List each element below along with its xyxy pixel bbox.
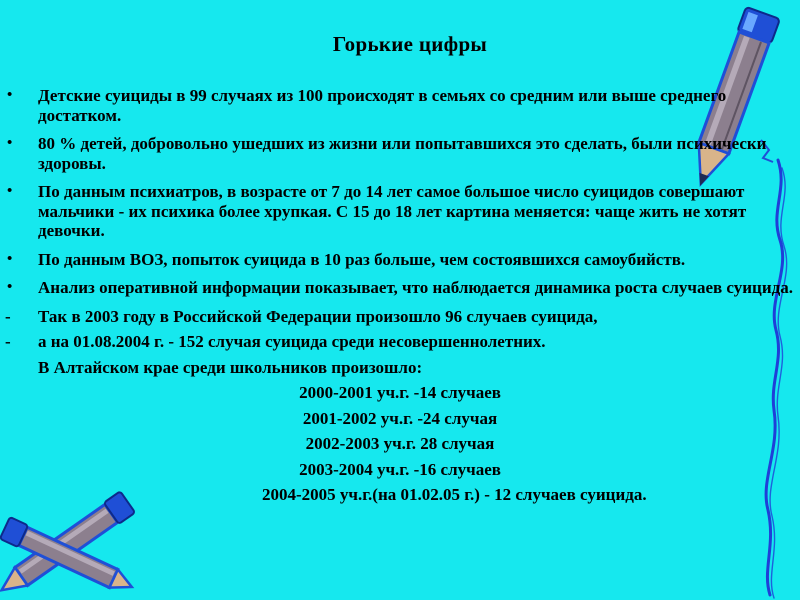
stat-line: 2003-2004 уч.г. -16 случаев: [299, 459, 501, 479]
bullet-text: 80 % детей, добровольно ушедших из жизни или попытавшихся это сделать, были психически здоровы.: [38, 134, 767, 173]
stat-line: 2002-2003 уч.г. 28 случая: [305, 434, 495, 453]
bullet-marker: •: [7, 250, 13, 267]
dash-text: Так в 2003 году в Российской Федерации произошло 96 случаев суицида,: [38, 306, 598, 326]
slide-body: [0, 86, 800, 505]
bullet-marker: •: [7, 183, 13, 199]
bullet-item: [0, 182, 800, 241]
bullet-item: [0, 278, 800, 298]
bullet-item: [0, 250, 800, 270]
dash-marker: -: [5, 332, 11, 351]
region-heading: В Алтайском крае среди школьников произошло:: [38, 357, 423, 377]
final-stat-line: 2004-2005 уч.г.(на 01.02.05 г.) - 12 случаев суицида.: [262, 485, 647, 504]
bullet-text: По данным психиатров, в возрасте от 7 до 14 лет самое большое число суицидов совершают мальчики - их психика более хрупкая. С 15 до 18 лет картина меняется: чаще жить не хотят девочки.: [38, 182, 747, 240]
dash-item: [0, 332, 800, 352]
bullet-text: Детские суициды в 99 случаях из 100 происходят в семьях со средним или выше среднего достатком.: [38, 86, 727, 125]
dash-marker: -: [5, 306, 11, 326]
dash-text: а на 01.08.2004 г. - 152 случая суицида среди несовершеннолетних.: [38, 332, 546, 351]
slide-title: Горькие цифры: [332, 32, 488, 56]
bullet-text: Анализ оперативной информации показывает, что наблюдается динамика роста случаев суицида.: [38, 278, 793, 297]
bullet-item: [0, 134, 800, 173]
bullet-marker: •: [7, 135, 13, 151]
bullet-item: [0, 86, 800, 125]
bullet-marker: •: [7, 87, 13, 103]
stat-line: 2001-2002 уч.г. -24 случая: [302, 408, 498, 428]
stat-line: 2000-2001 уч.г. -14 случаев: [299, 383, 501, 402]
bullet-marker: •: [7, 279, 13, 295]
bullet-text: По данным ВОЗ, попыток суицида в 10 раз больше, чем состоявшихся самоубийств.: [38, 249, 686, 269]
dash-item: [0, 307, 800, 327]
